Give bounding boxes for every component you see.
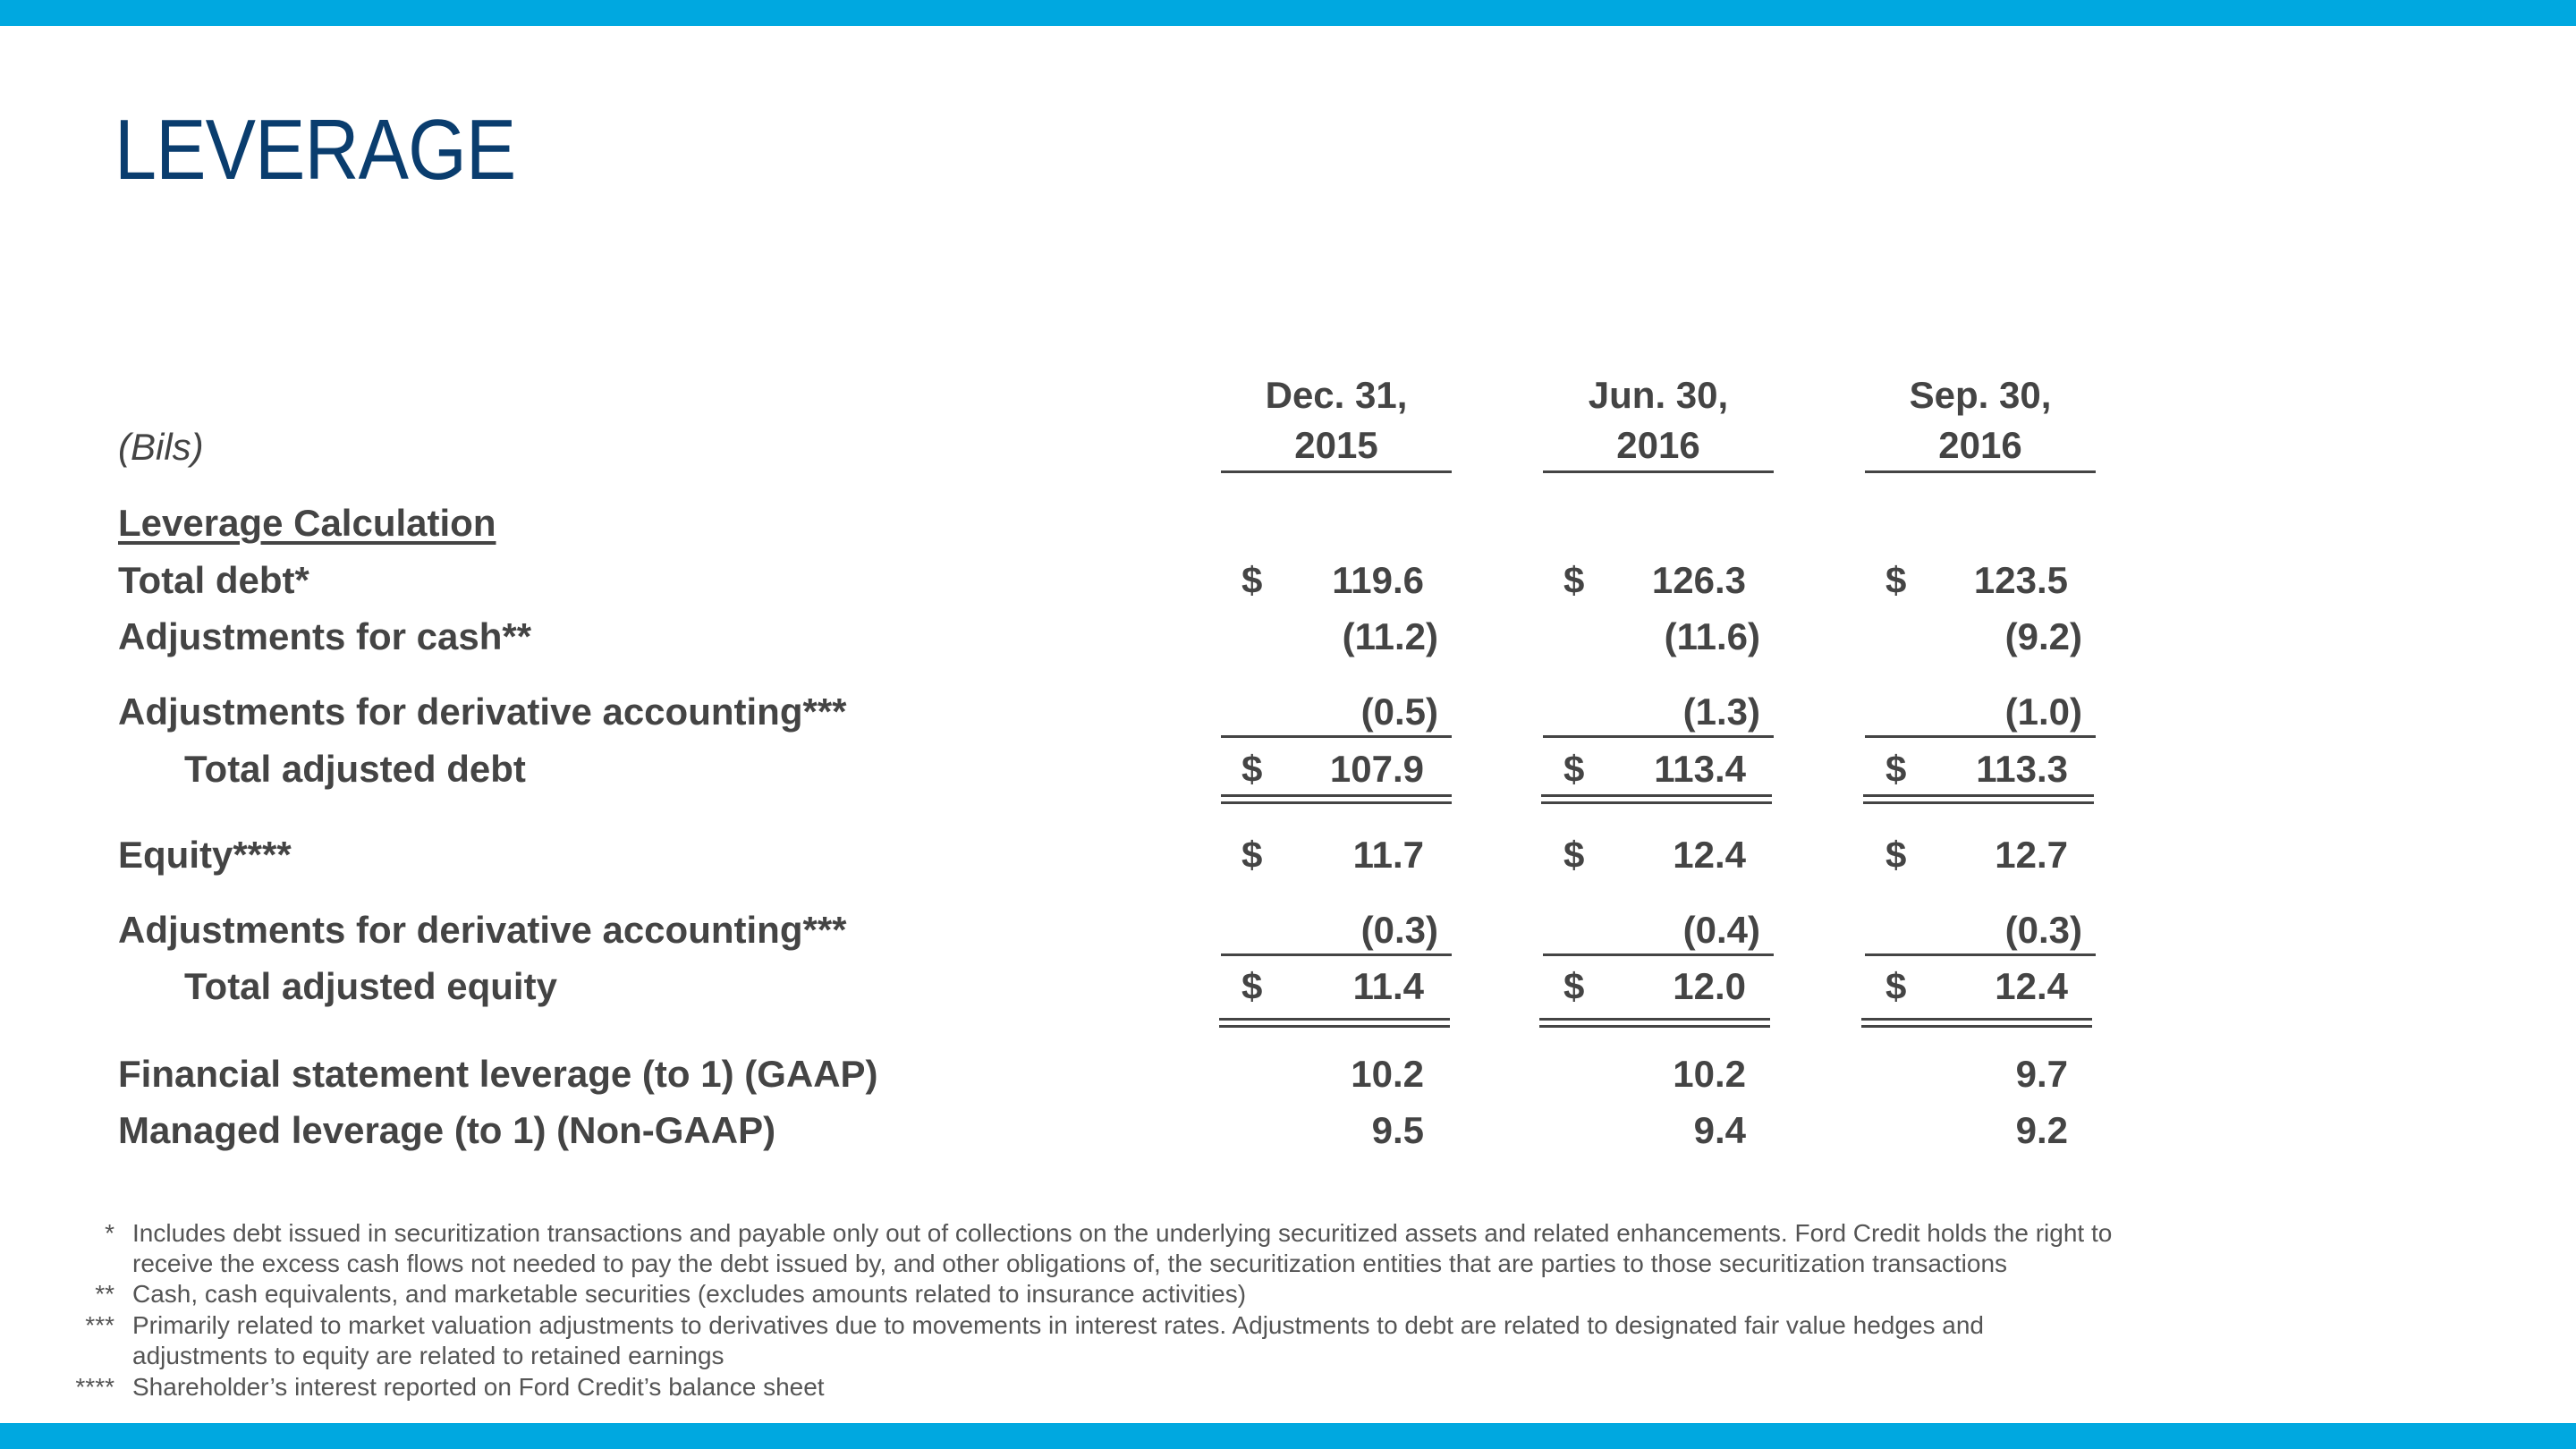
- row-label-adjustments-cash: Adjustments for cash**: [118, 615, 532, 657]
- row-label-managed-leverage: Managed leverage (to 1) (Non-GAAP): [118, 1109, 776, 1151]
- dollar-sign: $: [1241, 748, 1263, 790]
- value-cell: 9.7: [2015, 1053, 2068, 1095]
- column-header-line1: Dec. 31,: [1265, 374, 1408, 416]
- footnote-marker: *: [105, 1219, 114, 1247]
- total-double-rule: [1863, 794, 2094, 804]
- value-cell: 107.9: [1329, 748, 1424, 790]
- value-cell: 10.2: [1673, 1053, 1746, 1095]
- subtotal-rule: [1865, 735, 2096, 738]
- dollar-sign: $: [1885, 834, 1907, 876]
- dollar-sign: $: [1563, 834, 1585, 876]
- row-label-total-debt: Total debt*: [118, 559, 309, 601]
- subtotal-rule: [1543, 953, 1774, 956]
- total-double-rule: [1541, 794, 1772, 804]
- footnote-marker: ***: [85, 1311, 114, 1339]
- value-cell: (11.2): [1342, 615, 1438, 657]
- value-cell: (11.6): [1664, 615, 1760, 657]
- value-cell: 9.5: [1371, 1109, 1424, 1151]
- row-label-adjustments-derivative-equity: Adjustments for derivative accounting***: [118, 909, 847, 951]
- dollar-sign: $: [1241, 965, 1263, 1007]
- value-cell: (0.3): [2004, 909, 2082, 951]
- column-header-dec-2015: [1220, 370, 1453, 470]
- value-cell: 126.3: [1651, 559, 1746, 601]
- dollar-sign: $: [1885, 965, 1907, 1007]
- value-cell: 11.4: [1352, 965, 1424, 1007]
- row-label-total-adjusted-equity: Total adjusted equity: [184, 965, 557, 1007]
- footnote-text: Includes debt issued in securitization transactions and payable only out of collections on the underlying securitized assets and related enhancements. Ford Credit holds the right to: [132, 1219, 2113, 1247]
- row-label-adjustments-derivative-debt: Adjustments for derivative accounting***: [118, 691, 847, 733]
- units-label: (Bils): [118, 426, 204, 468]
- top-accent-bar: [0, 0, 2576, 26]
- subtotal-rule: [1865, 953, 2096, 956]
- dollar-sign: $: [1241, 559, 1263, 601]
- value-cell: 11.7: [1352, 834, 1424, 876]
- total-double-rule: [1861, 1018, 2092, 1028]
- footnote-text: adjustments to equity are related to retained earnings: [132, 1342, 724, 1369]
- header-rule: [1543, 470, 1774, 473]
- subtotal-rule: [1221, 735, 1452, 738]
- column-header-line2: 2016: [1616, 424, 1700, 466]
- subtotal-rule: [1543, 735, 1774, 738]
- bottom-accent-bar: [0, 1423, 2576, 1449]
- value-cell: 12.0: [1673, 965, 1746, 1007]
- value-cell: (1.3): [1682, 691, 1760, 733]
- footnote-text: Cash, cash equivalents, and marketable securities (excludes amounts related to insurance activities): [132, 1280, 1247, 1308]
- dollar-sign: $: [1885, 559, 1907, 601]
- section-header-leverage-calculation: Leverage Calculation: [118, 502, 496, 544]
- dollar-sign: $: [1885, 748, 1907, 790]
- total-double-rule: [1219, 1018, 1450, 1028]
- dollar-sign: $: [1241, 834, 1263, 876]
- header-rule: [1865, 470, 2096, 473]
- value-cell: 123.5: [1973, 559, 2068, 601]
- value-cell: 9.2: [2015, 1109, 2068, 1151]
- value-cell: 10.2: [1351, 1053, 1424, 1095]
- column-header-jun-2016: [1542, 370, 1775, 470]
- value-cell: (0.4): [1682, 909, 1760, 951]
- value-cell: 12.4: [1995, 965, 2068, 1007]
- row-label-equity: Equity****: [118, 834, 292, 876]
- value-cell: 9.4: [1693, 1109, 1746, 1151]
- subtotal-rule: [1221, 953, 1452, 956]
- value-cell: 12.4: [1673, 834, 1746, 876]
- column-header-line2: 2015: [1294, 424, 1378, 466]
- footnote-text: Primarily related to market valuation adjustments to derivatives due to movements in interest rates. Adjustments to debt are related to designated fair value hedges and: [132, 1311, 1985, 1339]
- footnote-marker: **: [95, 1280, 114, 1308]
- footnote-text: Shareholder’s interest reported on Ford Credit’s balance sheet: [132, 1373, 825, 1401]
- value-cell: 119.6: [1332, 559, 1424, 601]
- dollar-sign: $: [1563, 748, 1585, 790]
- row-label-financial-statement-leverage: Financial statement leverage (to 1) (GAAP): [118, 1053, 878, 1095]
- dollar-sign: $: [1563, 559, 1585, 601]
- header-rule: [1221, 470, 1452, 473]
- row-label-total-adjusted-debt: Total adjusted debt: [184, 748, 526, 790]
- column-header-line1: Sep. 30,: [1909, 374, 2052, 416]
- value-cell: (0.3): [1360, 909, 1438, 951]
- column-header-line2: 2016: [1938, 424, 2022, 466]
- column-header-line1: Jun. 30,: [1588, 374, 1729, 416]
- value-cell: (0.5): [1360, 691, 1438, 733]
- total-double-rule: [1221, 794, 1452, 804]
- dollar-sign: $: [1563, 965, 1585, 1007]
- footnote-text: receive the excess cash flows not needed to pay the debt issued by, and other obligations of, the securitization entities that are parties to those securitization transactions: [132, 1250, 2008, 1277]
- total-double-rule: [1539, 1018, 1770, 1028]
- value-cell: (1.0): [2004, 691, 2082, 733]
- value-cell: 113.4: [1654, 748, 1746, 790]
- footnote-marker: ****: [75, 1373, 114, 1401]
- column-header-sep-2016: [1864, 370, 2097, 470]
- value-cell: 113.3: [1976, 748, 2068, 790]
- value-cell: 12.7: [1995, 834, 2068, 876]
- page-title: LEVERAGE: [114, 102, 516, 198]
- value-cell: (9.2): [2004, 615, 2082, 657]
